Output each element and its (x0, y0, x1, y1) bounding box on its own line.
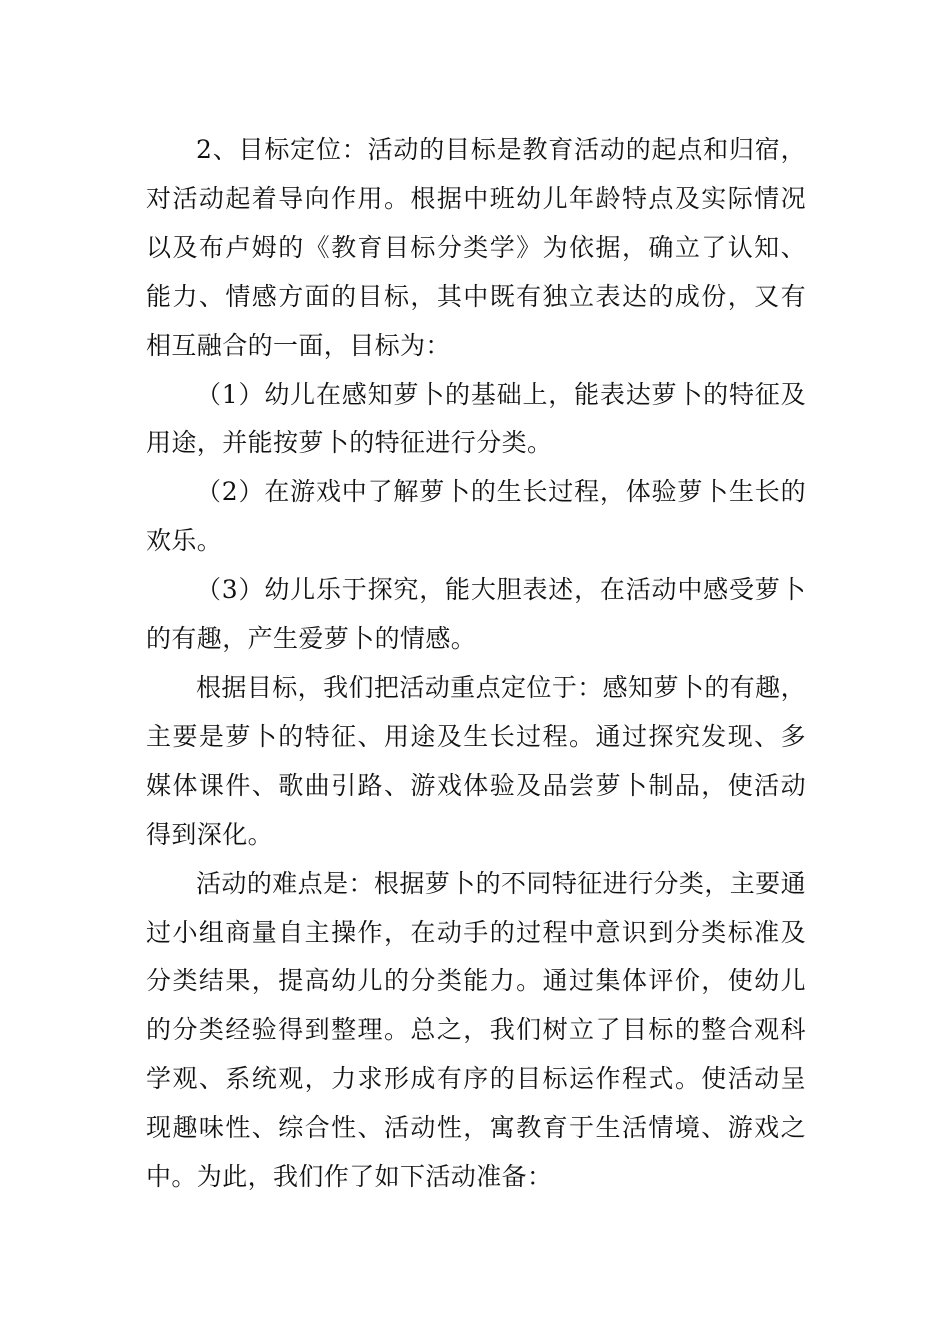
paragraph-goal-2: （2）在游戏中了解萝卜的生长过程，体验萝卜生长的欢乐。 (146, 477, 806, 556)
paragraph-goal-positioning: 2、目标定位：活动的目标是教育活动的起点和归宿，对活动起着导向作用。根据中班幼儿年龄特点及实际情况以及布卢姆的《教育目标分类学》为依据，确立了认知、能力、情感方面的目标，其中既有独立表达的成份，又有相互融合的一面，目标为： (146, 135, 806, 360)
paragraph-goal-1: （1）幼儿在感知萝卜的基础上，能表达萝卜的特征及用途，并能按萝卜的特征进行分类。 (146, 379, 806, 458)
document-body (146, 126, 806, 1202)
paragraph-key-points: 根据目标，我们把活动重点定位于：感知萝卜的有趣，主要是萝卜的特征、用途及生长过程。通过探究发现、多媒体课件、歌曲引路、游戏体验及品尝萝卜制品，使活动得到深化。 (146, 672, 806, 849)
paragraph-difficulties: 活动的难点是：根据萝卜的不同特征进行分类，主要通过小组商量自主操作，在动手的过程中意识到分类标准及分类结果，提高幼儿的分类能力。通过集体评价，使幼儿的分类经验得到整理。总之，我们树立了目标的整合观科学观、系统观，力求形成有序的目标运作程式。使活动呈现趣味性、综合性、活动性，寓教育于生活情境、游戏之中。为此，我们作了如下活动准备： (146, 868, 806, 1192)
paragraph-goal-3: （3）幼儿乐于探究，能大胆表述，在活动中感受萝卜的有趣，产生爱萝卜的情感。 (146, 575, 806, 654)
